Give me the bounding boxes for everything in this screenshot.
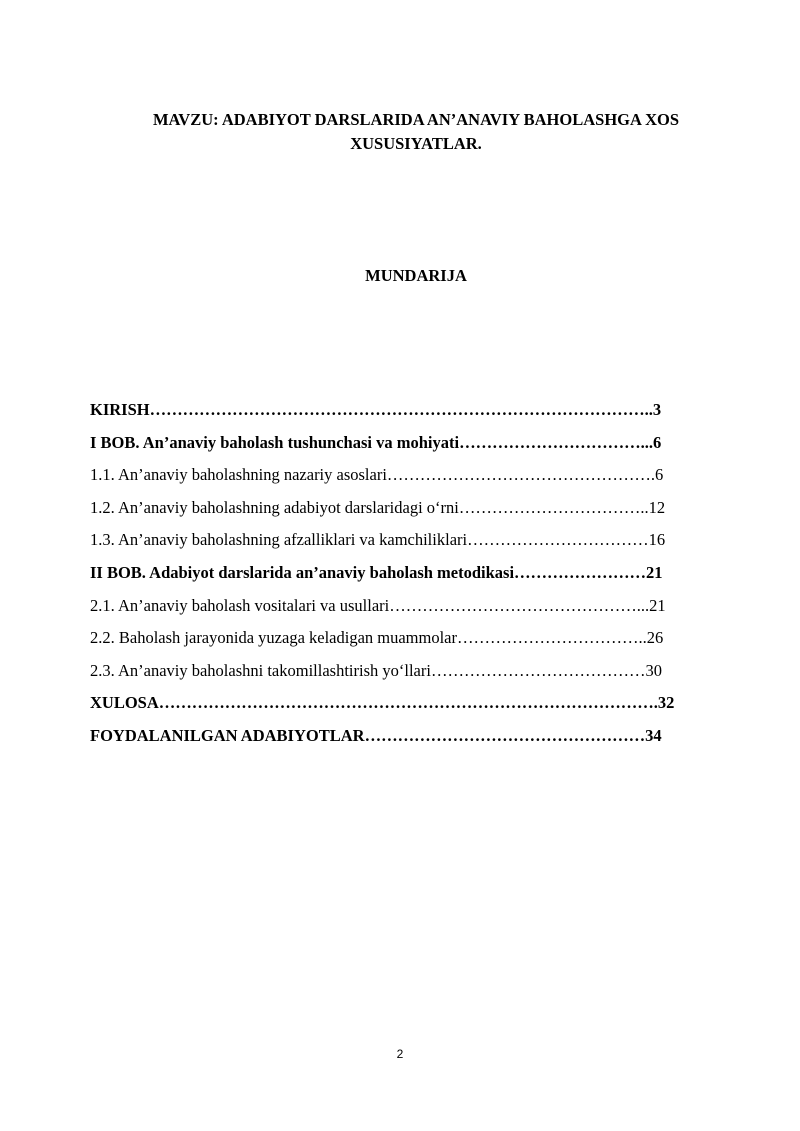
toc-entry-section-2-3[interactable]: 2.3. An’anaviy baholashni takomillashtirish yo‘llari…………………………………30: [90, 660, 662, 680]
toc-entry-section-1-3[interactable]: 1.3. An’anaviy baholashning afzalliklari va kamchiliklari……………………………16: [90, 530, 666, 550]
toc-entry-xulosa[interactable]: XULOSA……………………………………………………………………………….32: [90, 693, 675, 713]
toc-entry-section-1-2[interactable]: 1.2. An’anaviy baholashning adabiyot darslaridagi o‘rni……………………………..12: [90, 497, 666, 517]
toc-entry-references[interactable]: FOYDALANILGAN ADABIYOTLAR……………………………………………34: [90, 725, 662, 745]
toc-entry-kirish[interactable]: KIRISH………………………………………………………………………………..3: [90, 400, 662, 419]
toc-entry-chapter-1[interactable]: I BOB. An’anaviy baholash tushunchasi va mohiyati……………………………...6: [90, 432, 662, 452]
toc-entry-section-2-2[interactable]: 2.2. Baholash jarayonida yuzaga keladigan muammolar……………………………..26: [90, 628, 664, 648]
document-title: MAVZU: ADABIYOT DARSLARIDA AN’ANAVIY BAHOLASHGA XOS XUSUSIYATLAR.: [152, 110, 680, 153]
toc-entry-chapter-2[interactable]: II BOB. Adabiyot darslarida an’anaviy baholash metodikasi……………………21: [90, 562, 663, 582]
table-of-contents: [90, 394, 742, 753]
toc-heading: MUNDARIJA: [365, 266, 467, 285]
toc-entry-section-1-1[interactable]: 1.1. An’anaviy baholashning nazariy asoslari………………………………………….6: [90, 465, 664, 485]
toc-entry-section-2-1[interactable]: 2.1. An’anaviy baholash vositalari va usullari………………………………………...21: [90, 595, 666, 615]
page-number: 2: [396, 1047, 404, 1061]
